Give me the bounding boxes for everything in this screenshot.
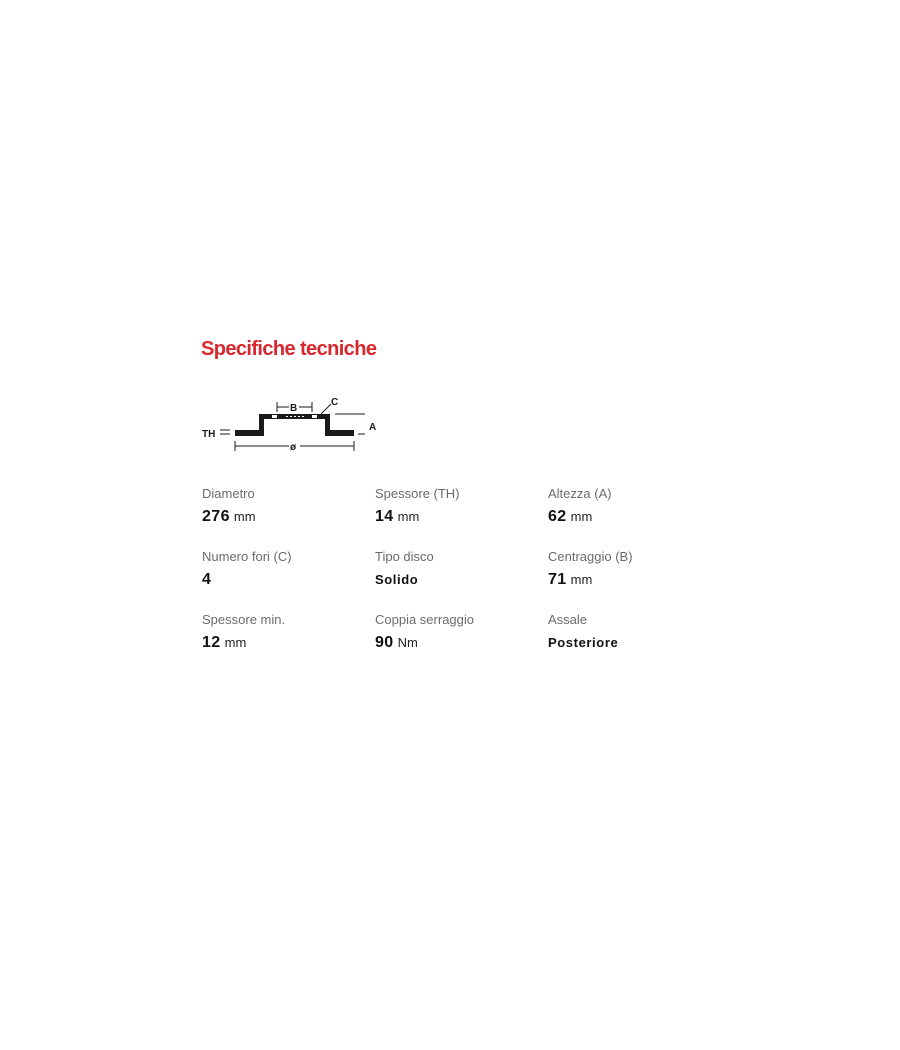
- diagram-label-a: A: [369, 422, 377, 433]
- spec-value: 90: [375, 634, 394, 651]
- spec-centraggio-b: [548, 549, 713, 589]
- spec-label: Spessore (TH): [375, 486, 460, 501]
- spec-spessore-min: [202, 612, 367, 652]
- spec-tipo-disco: [375, 549, 540, 589]
- spec-value: 4: [202, 571, 212, 588]
- spec-diametro: [202, 486, 367, 526]
- spec-value: 276: [202, 508, 230, 525]
- page-title: Specifiche tecniche: [201, 338, 377, 360]
- spec-altezza-a: [548, 486, 713, 526]
- spec-value: 14: [375, 508, 394, 525]
- spec-value: 71: [548, 571, 567, 588]
- spec-label: Centraggio (B): [548, 549, 633, 564]
- diagram-label-c: C: [331, 397, 339, 408]
- diagram-label-diameter: ø: [290, 442, 297, 453]
- spec-label: Numero fori (C): [202, 549, 292, 564]
- c-leader-line: [321, 404, 331, 414]
- spec-value: Posteriore: [548, 635, 619, 650]
- spec-spessore-th: [375, 486, 540, 526]
- spec-value: 62: [548, 508, 567, 525]
- spec-unit: mm: [570, 572, 593, 587]
- spec-unit: mm: [397, 509, 420, 524]
- spec-unit: mm: [224, 635, 247, 650]
- spec-label: Assale: [548, 612, 588, 627]
- spec-value: 12: [202, 634, 221, 651]
- spec-label: Spessore min.: [202, 612, 286, 627]
- spec-coppia-serraggio: [375, 612, 540, 652]
- spec-value: Solido: [375, 572, 419, 587]
- spec-unit: mm: [233, 509, 256, 524]
- spec-label: Coppia serraggio: [375, 612, 475, 627]
- spec-unit: mm: [570, 509, 593, 524]
- disc-profile: [235, 414, 354, 436]
- brake-disc-cross-section-diagram: [198, 392, 388, 454]
- spec-unit: Nm: [397, 635, 418, 650]
- spec-assale: [548, 612, 713, 652]
- spec-label: Tipo disco: [375, 549, 434, 564]
- spec-numero-fori: [202, 549, 367, 589]
- spec-label: Diametro: [202, 486, 255, 501]
- diagram-label-th: TH: [202, 429, 216, 440]
- spec-label: Altezza (A): [548, 486, 612, 501]
- diagram-label-b: B: [290, 403, 298, 414]
